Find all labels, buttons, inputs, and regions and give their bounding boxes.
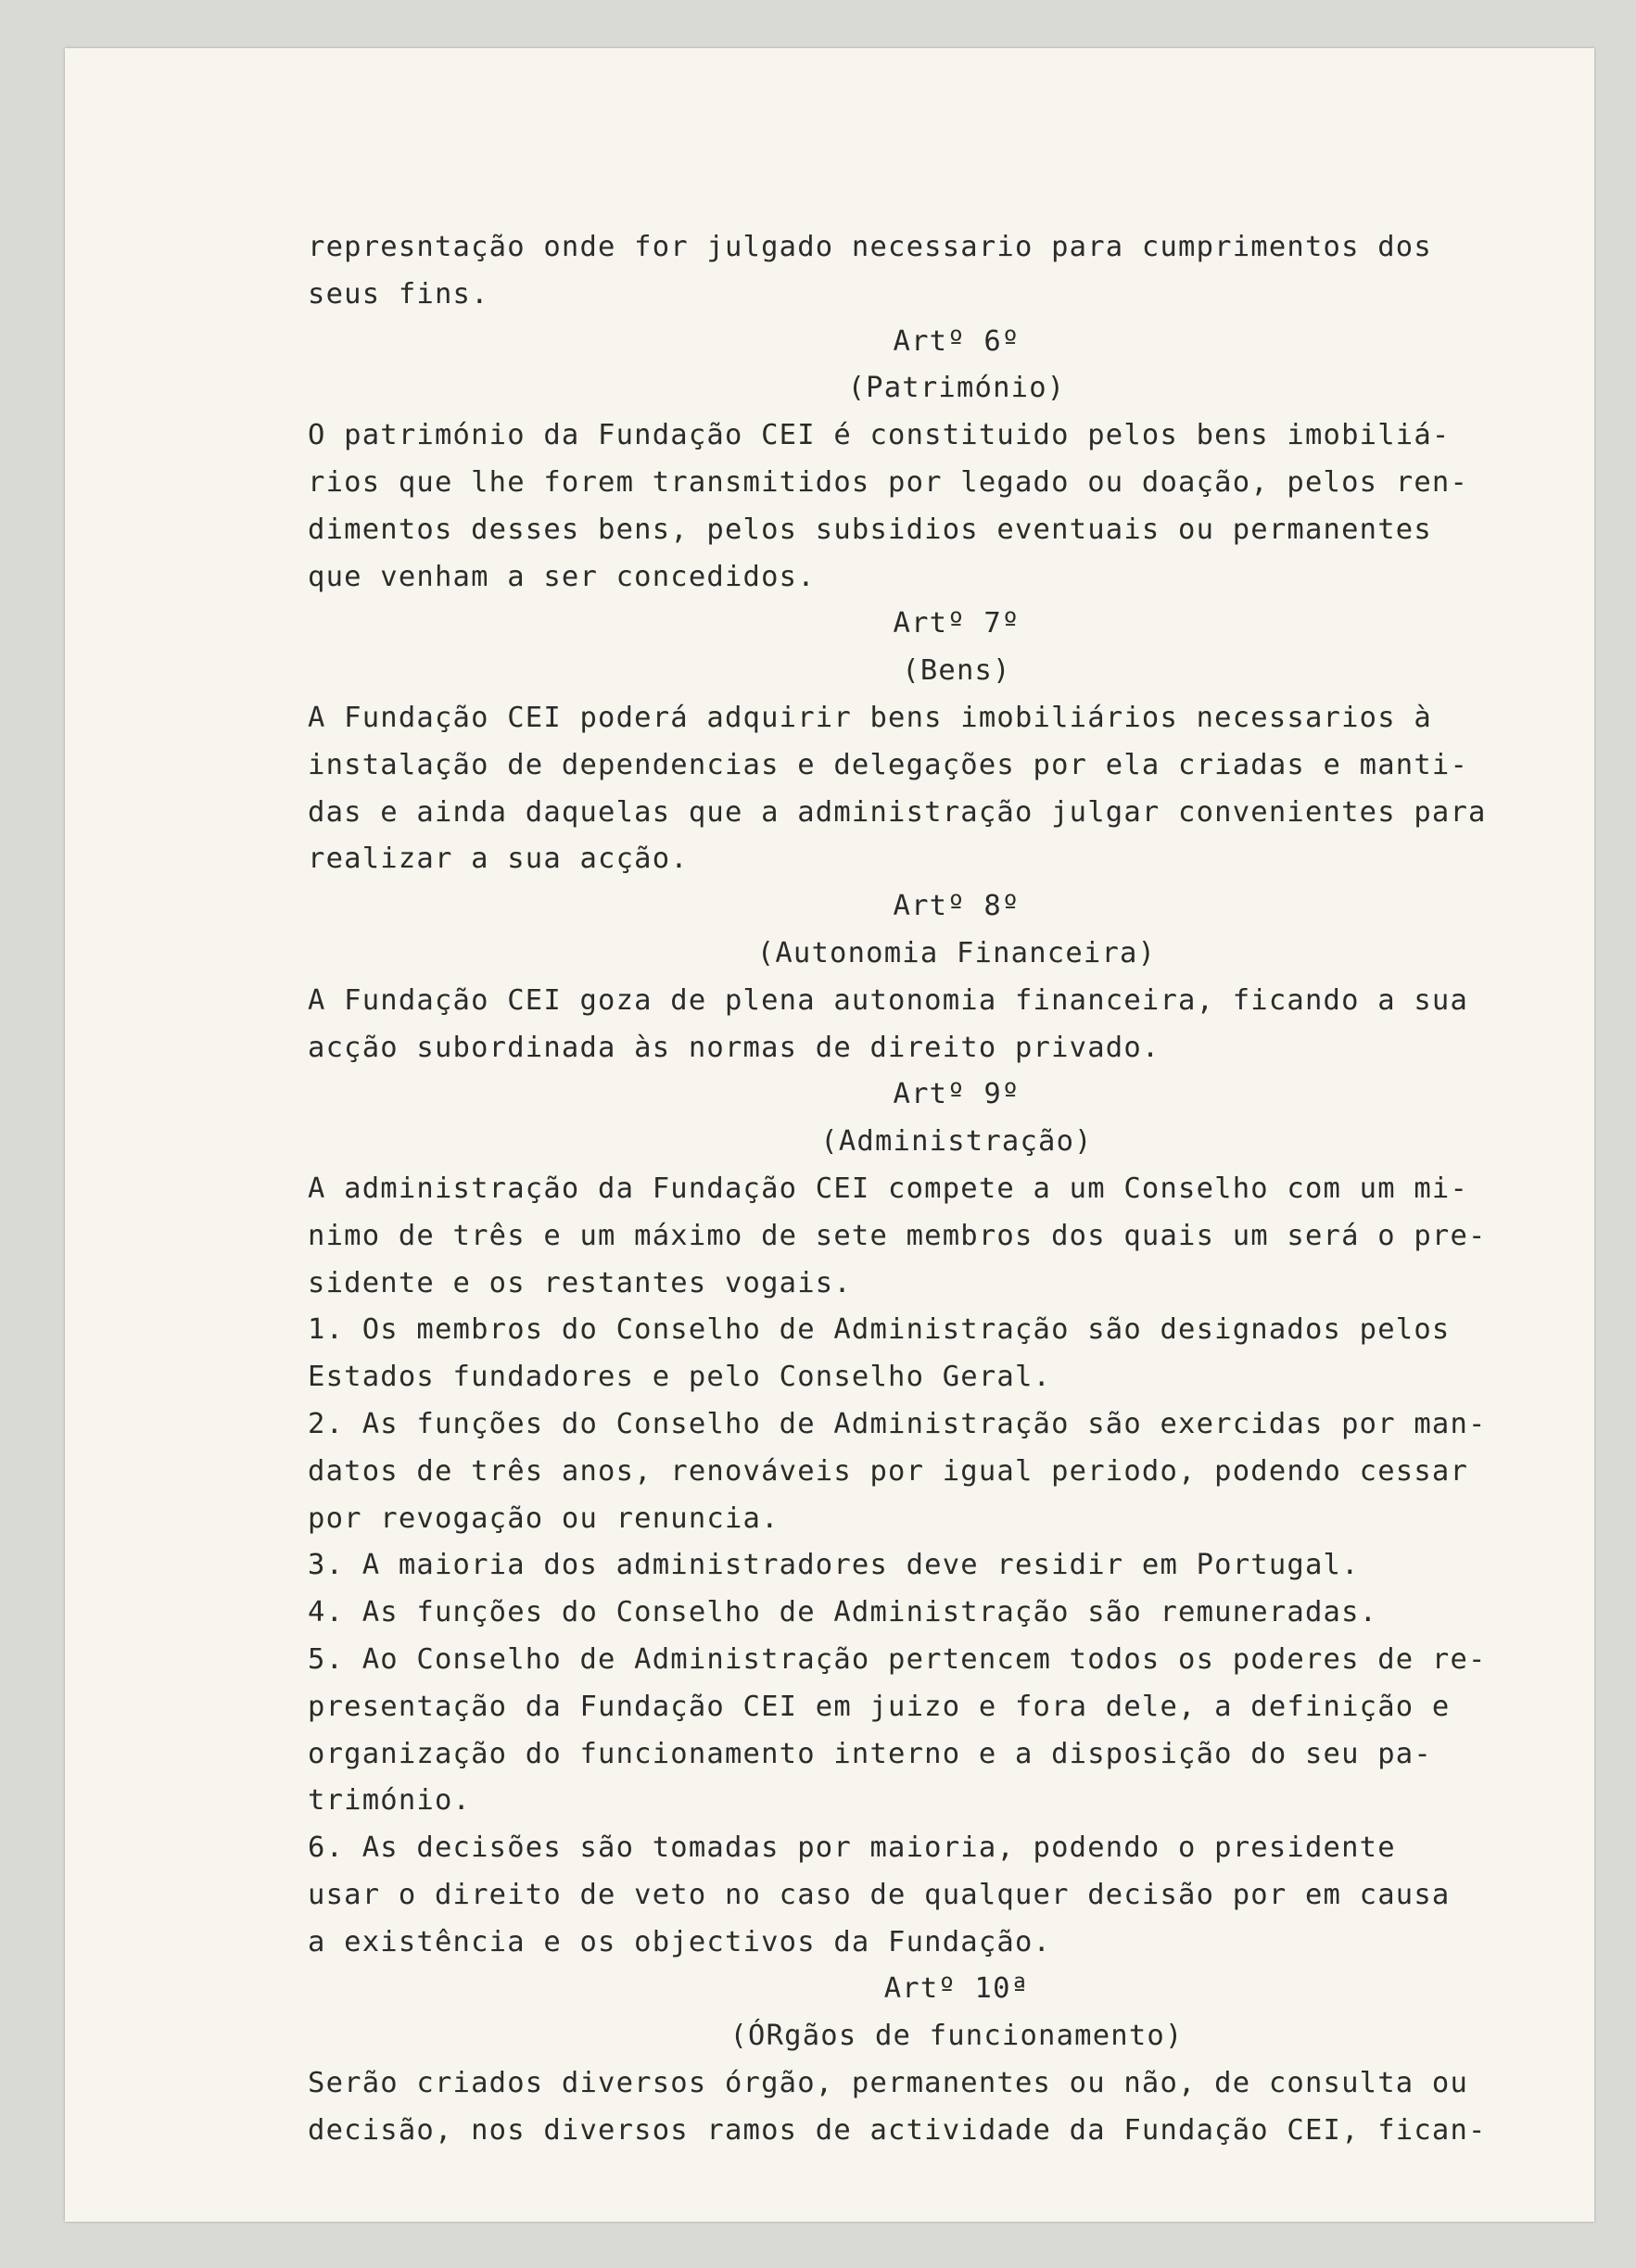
body-line: dimentos desses bens, pelos subsidios eventuais ou permanentes xyxy=(308,513,1432,546)
article-title: (Bens) xyxy=(902,654,1011,688)
list-item: 2. As funções do Conselho de Administração são exercidas por man- xyxy=(308,1407,1487,1440)
body-line: rios que lhe forem transmitidos por legado ou doação, pelos ren- xyxy=(308,465,1469,499)
body-line: datos de três anos, renováveis por igual periodo, podendo cessar xyxy=(308,1454,1469,1488)
body-line: organização do funcionamento interno e a disposição do seu pa- xyxy=(308,1737,1432,1770)
body-line: A Fundação CEI goza de plena autonomia financeira, ficando a sua xyxy=(308,983,1469,1017)
body-line: decisão, nos diversos ramos de actividade da Fundação CEI, fican- xyxy=(308,2113,1487,2147)
body-line: represntação onde for julgado necessario para cumprimentos dos xyxy=(308,231,1432,263)
body-line: instalação de dependencias e delegações por ela criadas e manti- xyxy=(308,748,1469,781)
article-number: Artº 6º xyxy=(893,324,1021,358)
body-line: que venham a ser concedidos. xyxy=(308,560,816,593)
body-line: seus fins. xyxy=(308,277,489,310)
body-line: por revogação ou renuncia. xyxy=(308,1501,780,1535)
typewritten-page xyxy=(65,48,1594,2222)
list-item: 3. A maioria dos administradores deve residir em Portugal. xyxy=(308,1549,1360,1582)
list-item: 5. Ao Conselho de Administração pertencem todos os poderes de re- xyxy=(308,1642,1487,1676)
article-number: Artº 10ª xyxy=(883,1972,1030,2006)
body-line: trimónio. xyxy=(308,1784,472,1818)
body-line: A administração da Fundação CEI compete a um Conselho com um mi- xyxy=(308,1172,1469,1205)
article-number: Artº 8º xyxy=(893,890,1021,923)
body-line: das e ainda daquelas que a administração julgar convenientes para xyxy=(308,795,1487,829)
list-item: 6. As decisões são tomadas por maioria, podendo o presidente xyxy=(308,1831,1396,1865)
body-line: a existência e os objectivos da Fundação. xyxy=(308,1925,1052,1958)
article-number: Artº 7º xyxy=(893,607,1021,640)
body-line: realizar a sua acção. xyxy=(308,843,689,876)
list-item: 4. As funções do Conselho de Administração são remuneradas. xyxy=(308,1596,1378,1629)
body-line: sidente e os restantes vogais. xyxy=(308,1266,852,1299)
body-line: acção subordinada às normas de direito privado. xyxy=(308,1031,1160,1064)
article-title: (Administração) xyxy=(820,1125,1093,1159)
document-body xyxy=(308,224,1624,2155)
article-title: (Autonomia Financeira) xyxy=(756,936,1157,969)
body-line: Estados fundadores e pelo Conselho Geral. xyxy=(308,1361,1052,1394)
article-number: Artº 9º xyxy=(893,1078,1021,1111)
body-line: presentação da Fundação CEI em juizo e fora dele, a definição e xyxy=(308,1690,1451,1723)
article-title: (Património) xyxy=(847,372,1066,405)
article-title: (ÓRgãos de funcionamento) xyxy=(729,2020,1184,2053)
body-line: Serão criados diversos órgão, permanentes ou não, de consulta ou xyxy=(308,2067,1469,2100)
body-line: nimo de três e um máximo de sete membros dos quais um será o pre- xyxy=(308,1219,1487,1252)
list-item: 1. Os membros do Conselho de Administração são designados pelos xyxy=(308,1313,1451,1347)
body-line: A Fundação CEI poderá adquirir bens imobiliários necessarios à xyxy=(308,701,1432,734)
body-line: O património da Fundação CEI é constituido pelos bens imobiliá- xyxy=(308,419,1451,452)
body-line: usar o direito de veto no caso de qualquer decisão por em causa xyxy=(308,1878,1451,1911)
